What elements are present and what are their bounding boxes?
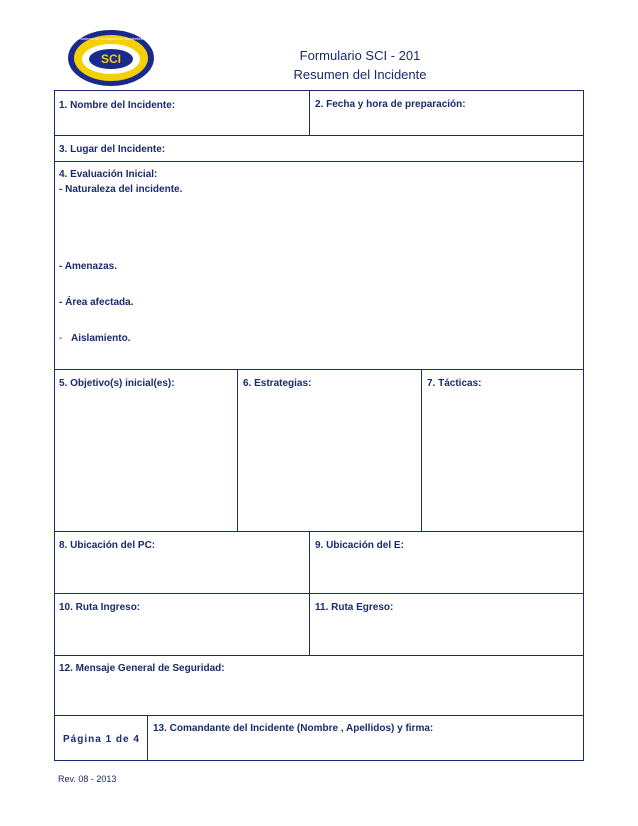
title-line-2: Resumen del Incidente xyxy=(293,67,427,82)
field-ruta-ingreso[interactable]: 10. Ruta Ingreso: xyxy=(59,602,141,613)
field-evaluacion[interactable]: 4. Evaluación Inicial: xyxy=(59,169,158,180)
title-line-1: Formulario SCI - 201 xyxy=(299,48,421,63)
sci-logo xyxy=(66,28,156,88)
logo-text: SCI xyxy=(100,52,122,66)
field-nombre-incidente[interactable]: 1. Nombre del Incidente: xyxy=(59,100,176,111)
divider xyxy=(55,135,583,136)
field-comandante[interactable]: 13. Comandante del Incidente (Nombre , Apellidos) y firma: xyxy=(153,723,434,734)
field-fecha-hora[interactable]: 2. Fecha y hora de preparación: xyxy=(315,99,466,110)
form-title xyxy=(240,46,480,84)
field-mensaje-seguridad[interactable]: 12. Mensaje General de Seguridad: xyxy=(59,663,225,674)
divider xyxy=(55,593,583,594)
item-amenazas: - Amenazas. xyxy=(59,261,117,272)
divider xyxy=(237,369,238,531)
incident-form xyxy=(54,90,584,761)
field-objetivos[interactable]: 5. Objetivo(s) inicial(es): xyxy=(59,378,175,389)
divider xyxy=(55,655,583,656)
divider xyxy=(55,161,583,162)
field-ubicacion-pc[interactable]: 8. Ubicación del PC: xyxy=(59,540,156,551)
field-tacticas[interactable]: 7. Tácticas: xyxy=(427,378,482,389)
item-aislamiento-dash: - xyxy=(59,333,63,344)
divider xyxy=(55,715,583,716)
divider xyxy=(55,369,583,370)
revision-note: Rev. 08 - 2013 xyxy=(58,774,117,784)
field-ruta-egreso[interactable]: 11. Ruta Egreso: xyxy=(315,602,394,613)
page-number: Página 1 de 4 xyxy=(63,734,140,745)
field-ubicacion-e[interactable]: 9. Ubicación del E: xyxy=(315,540,404,551)
field-lugar[interactable]: 3. Lugar del Incidente: xyxy=(59,144,166,155)
divider xyxy=(309,531,310,655)
divider xyxy=(421,369,422,531)
field-estrategias[interactable]: 6. Estrategias: xyxy=(243,378,312,389)
divider xyxy=(147,715,148,761)
item-area: - Área afectada. xyxy=(59,297,134,308)
logo-ring-text: Sistema de Comando de Incidentes xyxy=(79,36,143,41)
divider xyxy=(55,531,583,532)
item-naturaleza: - Naturaleza del incidente. xyxy=(59,184,183,195)
item-aislamiento: Aislamiento. xyxy=(71,333,131,344)
divider xyxy=(309,91,310,135)
